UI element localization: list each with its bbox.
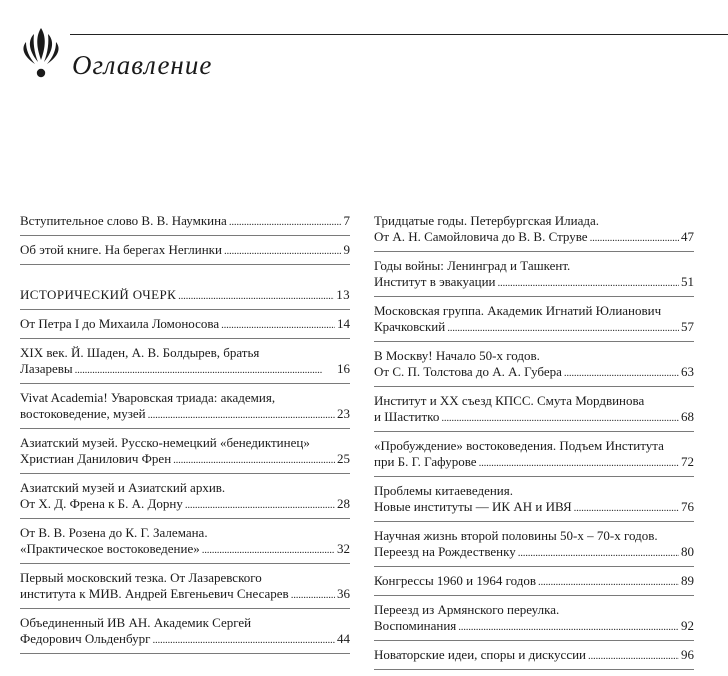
toc-entry[interactable] xyxy=(374,528,694,567)
dot-leader xyxy=(574,499,679,515)
toc-page-number: 51 xyxy=(681,274,694,289)
dot-leader xyxy=(538,573,679,589)
toc-entry-title: XIX век. Й. Шаден, А. В. Болдырев, братья xyxy=(20,345,260,360)
toc-entry[interactable] xyxy=(374,483,694,522)
toc-section-heading[interactable] xyxy=(20,287,350,310)
toc-entry-title: Вступительное слово В. В. Наумкина xyxy=(20,213,227,228)
toc-entry-line xyxy=(374,454,694,470)
toc-right-column xyxy=(374,213,694,676)
toc-entry-line xyxy=(374,602,694,618)
toc-entry[interactable] xyxy=(20,480,350,519)
toc-entry-title: От А. Н. Самойловича до В. В. Струве xyxy=(374,229,588,244)
toc-entry-line xyxy=(20,480,350,496)
toc-entry-title: Тридцатые годы. Петербургская Илиада. xyxy=(374,213,600,228)
toc-entry-line xyxy=(374,364,694,380)
toc-entry-title: востоковедение, музей xyxy=(20,406,146,421)
toc-entry-line xyxy=(20,390,350,406)
toc-page-number: 63 xyxy=(681,364,694,379)
toc-page-number: 28 xyxy=(337,496,350,511)
toc-entry-line xyxy=(20,525,350,541)
toc-entry-line xyxy=(20,345,350,361)
toc-entry-line xyxy=(374,258,694,274)
toc-entry[interactable] xyxy=(374,602,694,641)
toc-entry-title: Институт и XX съезд КПСС. Смута Мордвинова xyxy=(374,393,645,408)
toc-entry-title: Азиатский музей. Русско-немецкий «бенедиктинец» xyxy=(20,435,310,450)
toc-page-number: 92 xyxy=(681,618,694,633)
toc-entry-line xyxy=(374,393,694,409)
toc-entry-title: От В. В. Розена до К. Г. Залемана. xyxy=(20,525,208,540)
toc-entry-title: Конгрессы 1960 и 1964 годов xyxy=(374,573,537,588)
toc-entry-title: От Х. Д. Френа к Б. А. Дорну xyxy=(20,496,183,511)
toc-entry[interactable] xyxy=(20,570,350,609)
dot-leader xyxy=(564,364,679,380)
toc-entry-line xyxy=(20,615,350,631)
toc-entry-line xyxy=(20,496,350,512)
toc-entry-line xyxy=(20,213,350,229)
toc-page-number: 13 xyxy=(336,287,350,302)
toc-entry-title: Лазаревы xyxy=(20,361,73,376)
toc-entry-line xyxy=(20,631,350,647)
dot-leader xyxy=(588,647,679,663)
toc-entry-line xyxy=(20,406,350,422)
dot-leader xyxy=(178,287,334,303)
toc-page-number: 47 xyxy=(681,229,694,244)
toc-page-number: 36 xyxy=(337,586,350,601)
section-spacer xyxy=(20,271,350,287)
toc-page-number: 25 xyxy=(337,451,350,466)
toc-entry[interactable] xyxy=(374,573,694,596)
toc-page-number: 32 xyxy=(337,541,350,556)
page-title: Оглавление xyxy=(72,50,213,80)
toc-entry-title: Московская группа. Академик Игнатий Юлианович xyxy=(374,303,662,318)
toc-entry-line xyxy=(374,319,694,335)
toc-page-number: 7 xyxy=(343,213,350,228)
toc-page-number: 23 xyxy=(337,406,350,421)
toc-entry-title: Азиатский музей и Азиатский архив. xyxy=(20,480,226,495)
dot-leader xyxy=(447,319,679,335)
toc-entry-title: Новые институты — ИК АН и ИВЯ xyxy=(374,499,572,514)
dot-leader xyxy=(590,229,679,245)
toc-entry-title: при Б. Г. Гафурове xyxy=(374,454,477,469)
dot-leader xyxy=(229,213,342,229)
toc-entry-title: Переезд на Рождественку xyxy=(374,544,516,559)
toc-entry[interactable] xyxy=(20,213,350,236)
toc-page-number: 80 xyxy=(681,544,694,559)
toc-page-number: 14 xyxy=(337,316,350,331)
toc-entry[interactable] xyxy=(374,647,694,670)
dot-leader xyxy=(224,242,342,258)
toc-page-number: 96 xyxy=(681,647,694,662)
header-rule xyxy=(70,34,728,35)
toc-entry[interactable] xyxy=(374,213,694,252)
toc-entry[interactable] xyxy=(374,393,694,432)
lotus-ornament-icon xyxy=(20,22,62,84)
toc-entry-title: Новаторские идеи, споры и дискуссии xyxy=(374,647,587,662)
toc-entry[interactable] xyxy=(374,303,694,342)
toc-entry-title: От С. П. Толстова до А. А. Губера xyxy=(374,364,562,379)
toc-entry-title: Федорович Ольденбург xyxy=(20,631,151,646)
toc-page-number: 9 xyxy=(343,242,350,257)
toc-page-number: 16 xyxy=(337,361,350,376)
toc-entry-title: Объединенный ИВ АН. Академик Сергей xyxy=(20,615,252,630)
toc-entry-line xyxy=(374,438,694,454)
toc-entry-line xyxy=(20,451,350,467)
dot-leader xyxy=(518,544,679,560)
toc-entry[interactable] xyxy=(374,438,694,477)
toc-page-number: 44 xyxy=(337,631,350,646)
toc-entry-line xyxy=(374,544,694,560)
toc-entry-title: Годы войны: Ленинград и Ташкент. xyxy=(374,258,571,273)
dot-leader xyxy=(185,496,335,512)
dot-leader xyxy=(148,406,335,422)
toc-entry-line xyxy=(374,618,694,634)
toc-entry-title: и Шаститко xyxy=(374,409,440,424)
toc-entry-title: Vivat Academia! Уваровская триада: академия, xyxy=(20,390,276,405)
toc-entry[interactable] xyxy=(20,242,350,265)
toc-entry-title: Первый московский тезка. От Лазаревского xyxy=(20,570,262,585)
toc-entry-title: Христиан Данилович Френ xyxy=(20,451,172,466)
toc-entry-title: Переезд из Армянского переулка. xyxy=(374,602,560,617)
dot-leader xyxy=(75,361,335,377)
toc-page-number: 68 xyxy=(681,409,694,424)
toc-entry-line xyxy=(374,409,694,425)
toc-entry[interactable] xyxy=(20,390,350,429)
toc-entry-title: Воспоминания xyxy=(374,618,457,633)
toc-entry[interactable] xyxy=(374,348,694,387)
toc-entry[interactable] xyxy=(20,615,350,654)
toc-entry-title: «Практическое востоковедение» xyxy=(20,541,200,556)
dot-leader xyxy=(152,631,335,647)
toc-entry-line xyxy=(374,647,694,663)
toc-entry-line xyxy=(20,541,350,557)
toc-entry[interactable] xyxy=(20,435,350,474)
toc-entry[interactable] xyxy=(20,525,350,564)
toc-entry-line xyxy=(374,274,694,290)
toc-entry-title: От Петра I до Михаила Ломоносова xyxy=(20,316,220,331)
toc-entry-title: института к МИВ. Андрей Евгеньевич Снесарев xyxy=(20,586,289,601)
toc-entry-line xyxy=(374,573,694,589)
toc-entry-line xyxy=(374,528,694,544)
toc-entry-line xyxy=(20,435,350,451)
toc-entry-line xyxy=(374,229,694,245)
toc-entry-title: Проблемы китаеведения. xyxy=(374,483,513,498)
toc-page-number: 89 xyxy=(681,573,694,588)
dot-leader xyxy=(173,451,335,467)
dot-leader xyxy=(202,541,335,557)
toc-entry-title: Научная жизнь второй половины 50-х – 70-х годов. xyxy=(374,528,658,543)
toc-entry-title: Крачковский xyxy=(374,319,446,334)
toc-entry[interactable] xyxy=(20,345,350,384)
toc-entry-line xyxy=(20,287,350,303)
toc-entry-line xyxy=(374,499,694,515)
toc-entry-title: ИСТОРИЧЕСКИЙ ОЧЕРК xyxy=(20,287,177,302)
toc-entry-line xyxy=(20,361,350,377)
toc-entry-title: «Пробуждение» востоковедения. Подъем Института xyxy=(374,438,664,453)
toc-entry-line xyxy=(374,483,694,499)
toc-entry-line xyxy=(374,303,694,319)
toc-page-number: 76 xyxy=(681,499,694,514)
dot-leader xyxy=(458,618,679,634)
toc-entry-line xyxy=(374,348,694,364)
dot-leader xyxy=(498,274,679,290)
toc-entry-title: Об этой книге. На берегах Неглинки xyxy=(20,242,222,257)
toc-page-number: 72 xyxy=(681,454,694,469)
toc-entry-line xyxy=(374,213,694,229)
toc-entry[interactable] xyxy=(374,258,694,297)
dot-leader xyxy=(479,454,679,470)
toc-entry[interactable] xyxy=(20,316,350,339)
dot-leader xyxy=(441,409,679,425)
toc-entry-title: В Москву! Начало 50-х годов. xyxy=(374,348,540,363)
dot-leader xyxy=(221,316,335,332)
toc-entry-line xyxy=(20,570,350,586)
toc-left-column xyxy=(20,213,350,660)
toc-entry-title: Институт в эвакуации xyxy=(374,274,496,289)
toc-entry-line xyxy=(20,242,350,258)
toc-entry-line xyxy=(20,316,350,332)
toc-page-number: 57 xyxy=(681,319,694,334)
